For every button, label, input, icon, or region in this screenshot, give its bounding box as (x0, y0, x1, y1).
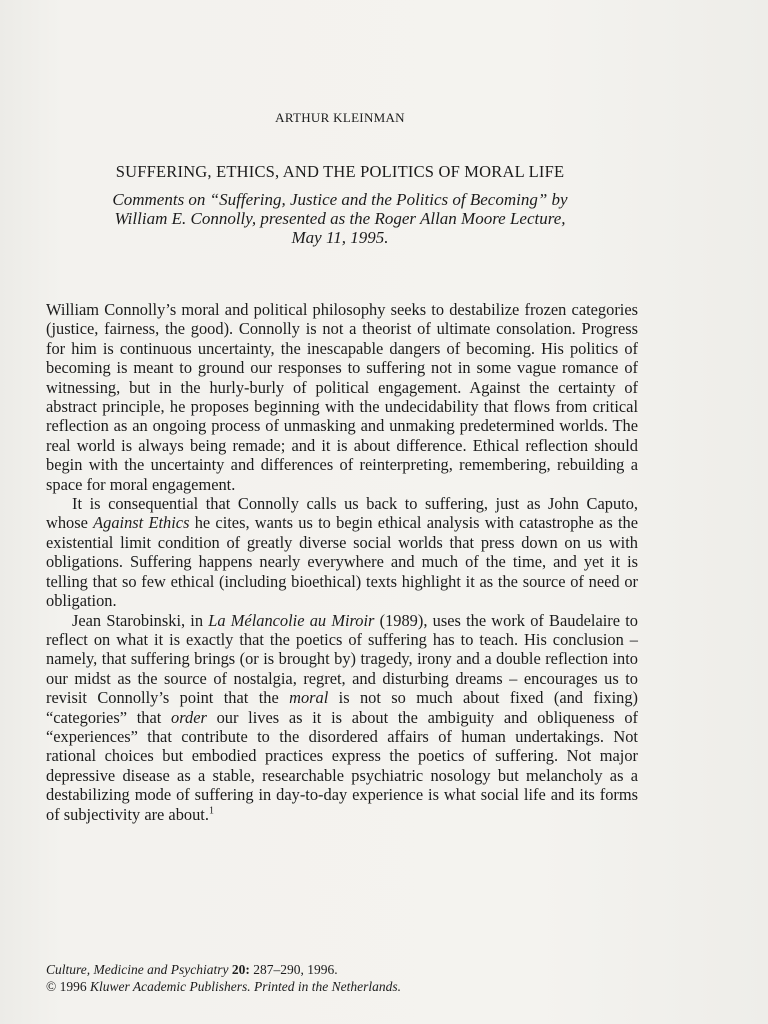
copyright-line (46, 978, 646, 995)
page-footer (46, 961, 646, 995)
paragraph-3-text-c: is not so much about fixed (and fixing) “categories” that (46, 688, 638, 727)
emphasis-moral: moral (289, 688, 329, 708)
journal-volume: 20: (231, 962, 250, 977)
article-title: SUFFERING, ETHICS, AND THE POLITICS OF MORAL LIFE (115, 162, 565, 181)
book-title-la-melancolie: La Mélancolie au Miroir (208, 610, 375, 630)
article-body (46, 300, 638, 824)
footnote-marker[interactable]: 1 (208, 805, 214, 817)
paragraph-2-text-a: It is consequential that Connolly calls us back to suffering, just as John Caputo, whose (46, 494, 638, 533)
copyright-symbol: © 1996 (46, 979, 91, 994)
author-name: ARTHUR KLEINMAN (275, 110, 405, 125)
citation-line (46, 961, 646, 978)
journal-pages: 287–290, 1996. (249, 962, 338, 977)
book-title-against-ethics: Against Ethics (93, 513, 190, 533)
subtitle-line-3: May 11, 1995. (291, 228, 389, 247)
paragraph-3-text-d: our lives as it is about the ambiguity and obliqueness of “experiences” that contribute to the disordered affairs of human undertakings. Not rational choices but embodied practices express the poetics of suffering. Not major depressive disease as a stable, researchable psychiatric nosology but melancholy as a destabilizing mode of suffering in day-to-day experience is what social life and its forms of subjectivity are about. (46, 707, 638, 824)
journal-name: Culture, Medicine and Psychiatry (46, 962, 229, 977)
paragraph-3 (46, 611, 638, 824)
emphasis-order: order (171, 707, 207, 727)
paragraph-3-text-a: Jean Starobinski, in (72, 610, 209, 630)
paragraph-1: William Connolly’s moral and political philosophy seeks to destabilize frozen categories (justice, fairness, the good). Connolly is not a theorist of ultimate consolation. Progress for him is continuous uncertainty, the inescapable dangers of becoming. His politics of becoming is meant to ground our responses to suffering not in some vague romance of witnessing, but in the hurly-burly of political engagement. Against the certainty of abstract principle, he proposes beginning with the undecidability that flows from critical reflection as an ongoing process of unmasking and unmaking predetermined worlds. The real world is always being remade; and it is about difference. Ethical reflection should begin with the uncertainty and differences of reinterpreting, remembering, rebuilding a space for moral engagement. (46, 300, 638, 494)
publisher-name: Kluwer Academic Publishers. Printed in the Netherlands. (90, 979, 401, 994)
subtitle-line-1: Comments on “Suffering, Justice and the Politics of Becoming” by (112, 190, 568, 209)
paragraph-2 (46, 494, 638, 610)
subtitle-line-2: William E. Connolly, presented as the Roger Allan Moore Lecture, (114, 209, 566, 228)
paragraph-2-text-b: he cites, wants us to begin ethical analysis with catastrophe as the existential limit condition of greatly diverse social worlds that press down on us with obligations. Suffering happens nearly everywhere and much of the time, and yet it is telling that so few ethical (including bioethical) texts highlight it as the source of need or obligation. (46, 513, 638, 611)
paragraph-3-text-b: (1989), uses the work of Baudelaire to reflect on what it is exactly that the poetics of suffering has to teach. His conclusion – namely, that suffering brings (or is brought by) tragedy, irony and a double reflection into our midst as the source of nostalgia, regret, and disturbing dreams – encourages us to revisit Connolly’s point that the (46, 610, 638, 708)
article-subtitle (40, 190, 640, 247)
